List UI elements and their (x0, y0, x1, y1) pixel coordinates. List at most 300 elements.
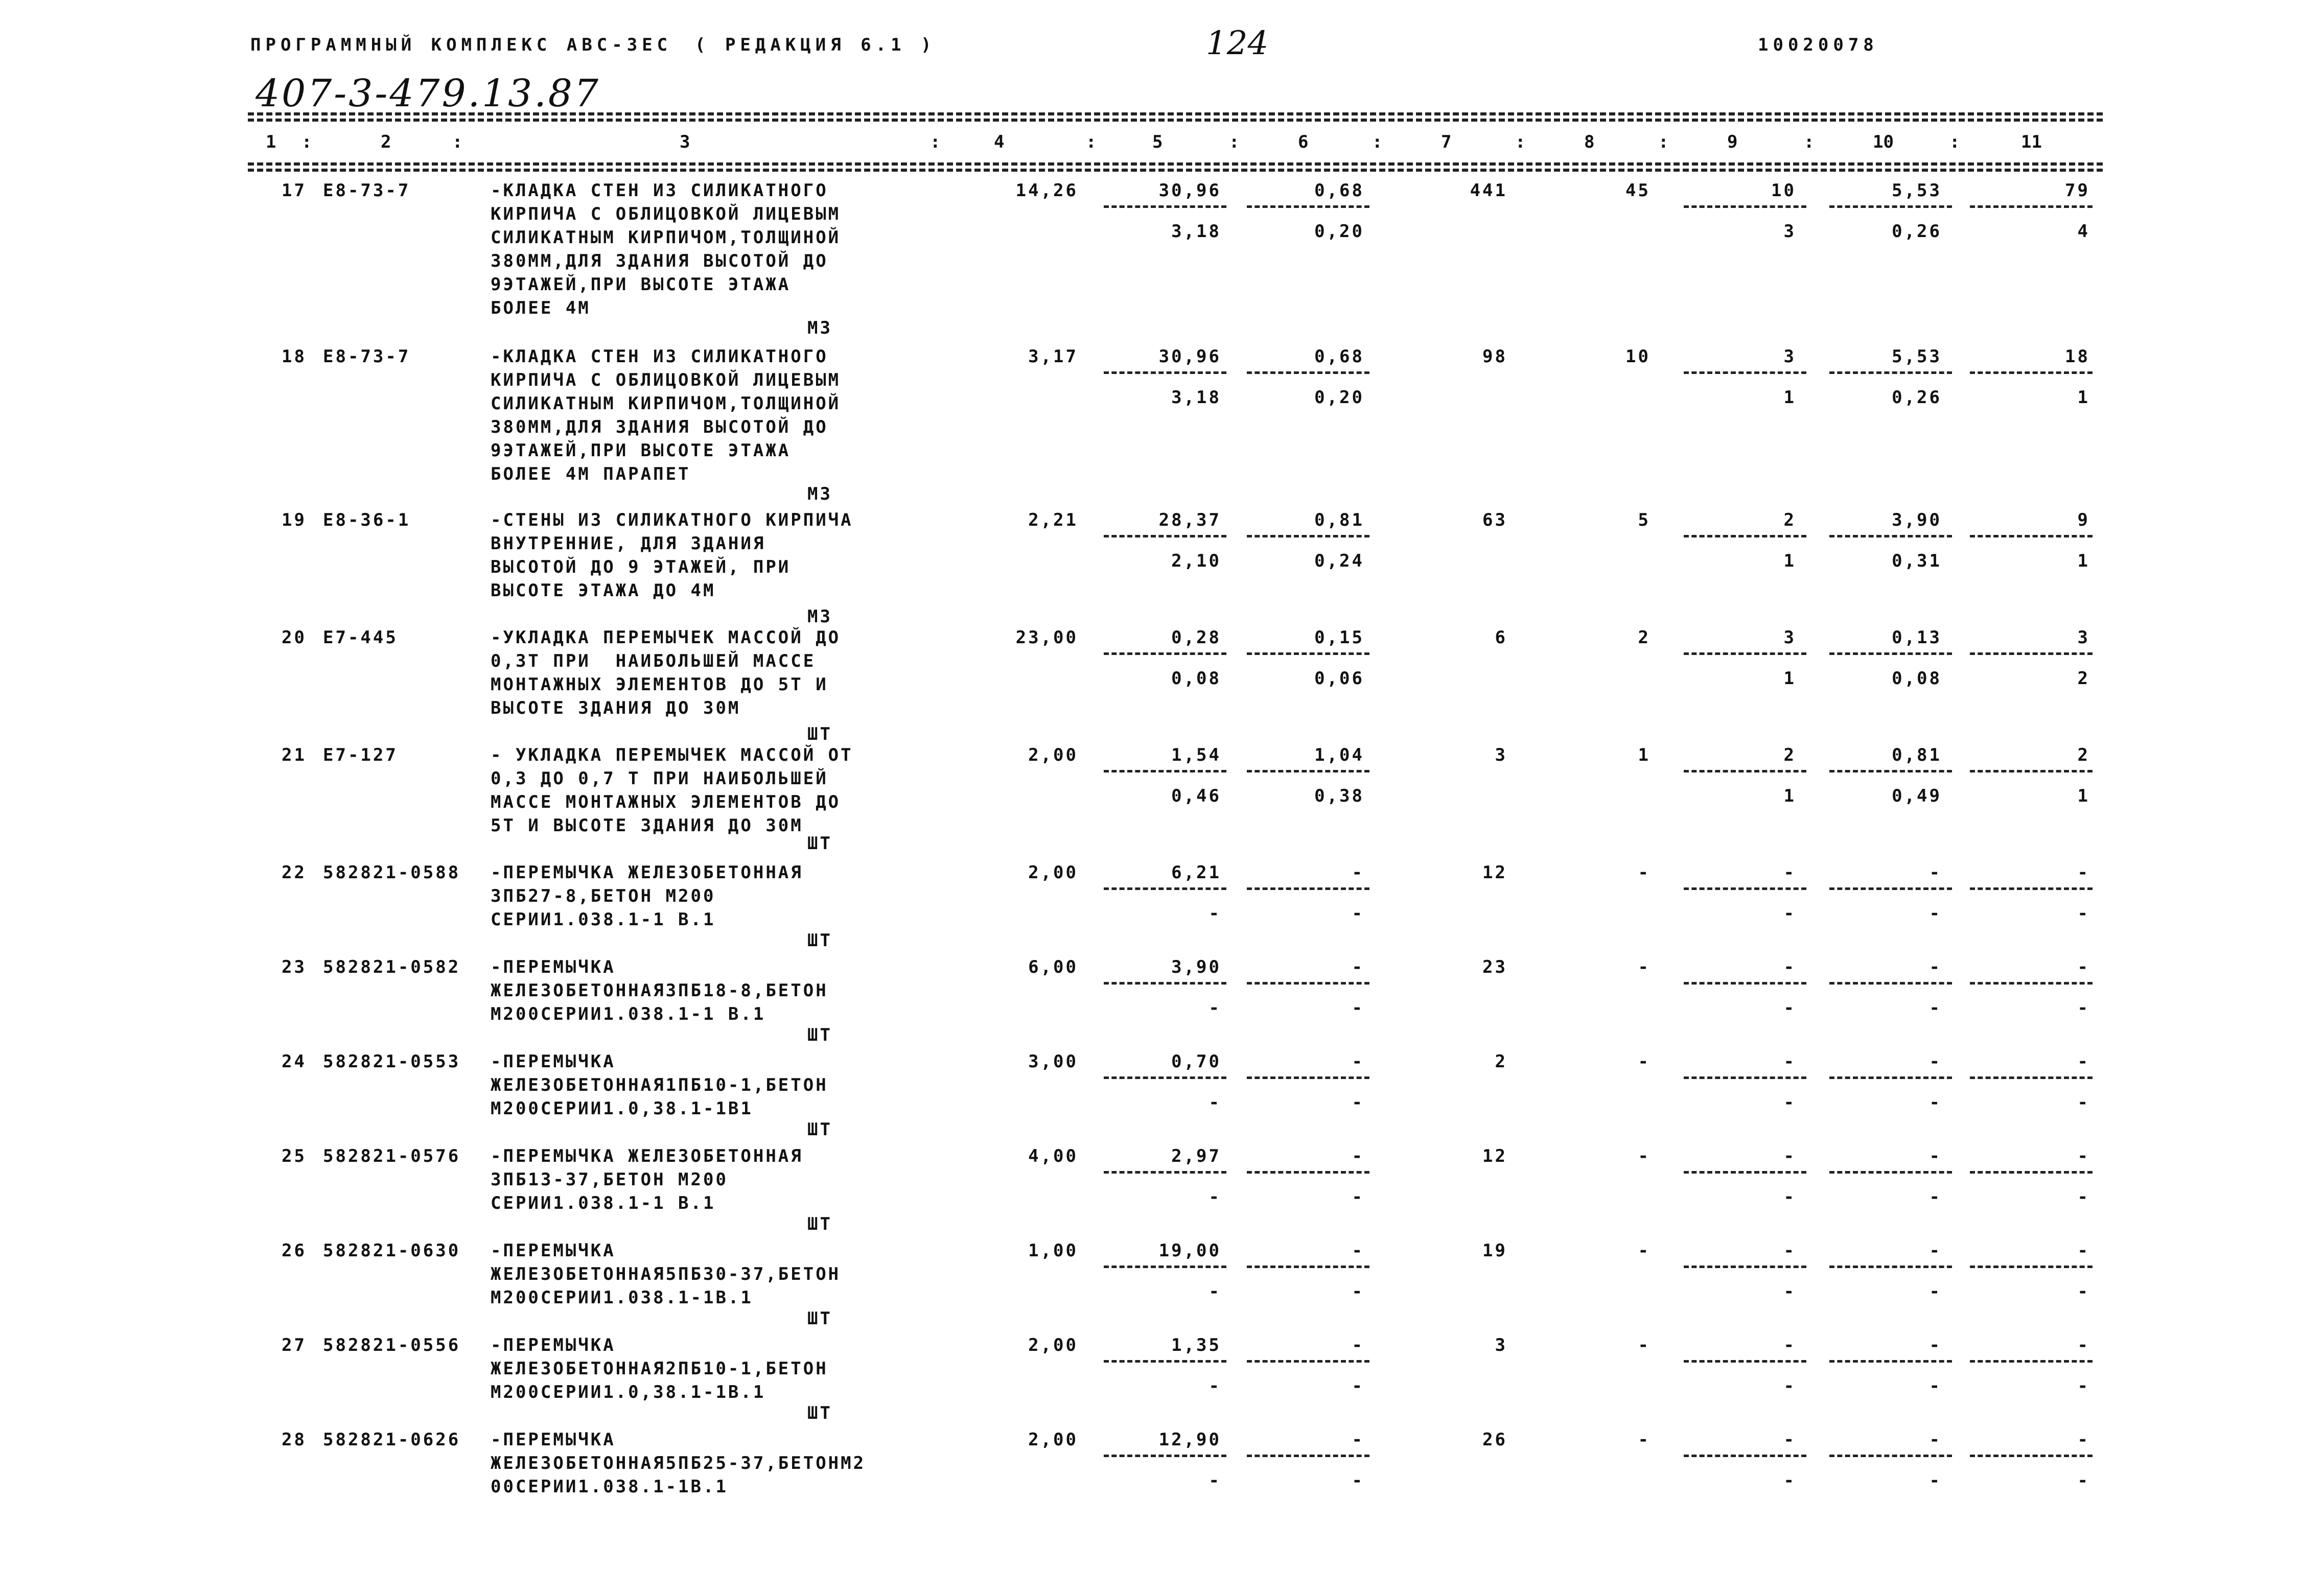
row-description: -УКЛАДКА ПЕРЕМЫЧЕК МАССОЙ ДО 0,3Т ПРИ НАИБОЛЬШЕЙ МАССЕ МОНТАЖНЫХ ЭЛЕМЕНТОВ ДО 5Т И ВЫСОТЕ ЗДАНИЯ ДО 30М (491, 627, 841, 718)
cell-c6b: 0,20 (1314, 221, 1364, 242)
document-code: 10020078 (1758, 35, 1878, 55)
cell-c8: 5 (1638, 510, 1651, 530)
cell-c7: 12 (1482, 862, 1507, 883)
cell-c10a: - (1929, 1335, 1942, 1355)
cell-c5b: - (1209, 1281, 1221, 1302)
row-unit: ШТ (807, 724, 832, 744)
rule-header-bottom (248, 162, 2103, 166)
subtotal-dash-line (1247, 1171, 1369, 1174)
row-code: 582821-0630 (323, 1240, 461, 1261)
col-separator: : (1804, 132, 1815, 152)
cell-c11b: - (2077, 1187, 2090, 1207)
cell-c9a: 10 (1771, 180, 1796, 201)
col-header-7: 7 (1441, 132, 1452, 152)
table-row (0, 626, 2324, 744)
cell-c10a: - (1929, 1146, 1942, 1166)
subtotal-dash-line (1970, 1266, 2093, 1268)
cell-c10b: 0,08 (1892, 668, 1942, 689)
cell-c9b: 1 (1783, 551, 1796, 571)
cell-c7: 19 (1482, 1240, 1507, 1261)
cell-c5a: 2,97 (1171, 1146, 1221, 1166)
cell-c10a: 0,81 (1892, 745, 1942, 765)
cell-c8: 45 (1625, 180, 1651, 201)
subtotal-dash-line (1970, 1455, 2093, 1457)
cell-c7: 441 (1470, 180, 1507, 201)
cell-c11a: - (2077, 1146, 2090, 1166)
cell-c10b: 0,31 (1892, 551, 1942, 571)
cell-c6b: - (1352, 903, 1364, 924)
cell-c10a: - (1929, 1051, 1942, 1072)
subtotal-dash-line (1104, 1266, 1226, 1268)
cell-c11b: - (2077, 1376, 2090, 1396)
col-header-3: 3 (680, 132, 690, 152)
row-description: -ПЕРЕМЫЧКА ЖЕЛЕЗОБЕТОННАЯ 3ПБ27-8,БЕТОН М200 СЕРИИ1.038.1-1 В.1 (491, 862, 803, 930)
cell-c6b: - (1352, 1187, 1364, 1207)
cell-c11b: - (2077, 998, 2090, 1018)
cell-c5b: - (1209, 903, 1221, 924)
cell-c6b: 0,20 (1314, 387, 1364, 408)
subtotal-dash-line (1104, 1360, 1226, 1363)
cell-c8: 10 (1625, 346, 1651, 367)
cell-c4: 2,00 (1028, 1430, 1078, 1450)
table-row (0, 508, 2324, 627)
col-header-8: 8 (1584, 132, 1595, 152)
cell-c4: 2,21 (1028, 510, 1078, 530)
cell-c9a: 2 (1783, 510, 1796, 530)
cell-c8: 2 (1638, 627, 1651, 648)
cell-c10b: 0,26 (1892, 221, 1942, 242)
subtotal-dash-line (1247, 652, 1369, 655)
subtotal-dash-line (1104, 535, 1226, 537)
table-row (0, 179, 2324, 338)
cell-c11b: 2 (2077, 668, 2090, 689)
subtotal-dash-line (1970, 1171, 2093, 1174)
cell-c5a: 28,37 (1158, 510, 1221, 530)
col-separator: : (930, 132, 941, 152)
subtotal-dash-line (1970, 652, 2093, 655)
cell-c10b: - (1929, 998, 1942, 1018)
cell-c5a: 1,35 (1171, 1335, 1221, 1355)
row-number: 24 (282, 1051, 307, 1072)
cell-c4: 14,26 (1015, 180, 1078, 201)
row-number: 23 (282, 957, 307, 977)
cell-c5b: 0,46 (1171, 786, 1221, 806)
cell-c6a: - (1352, 1240, 1364, 1261)
subtotal-dash-line (1247, 1266, 1369, 1268)
subtotal-dash-line (1684, 205, 1806, 208)
col-header-1: 1 (266, 132, 276, 152)
row-number: 22 (282, 862, 307, 883)
row-number: 21 (282, 745, 307, 765)
cell-c10a: 5,53 (1892, 180, 1942, 201)
col-separator: : (1658, 132, 1669, 152)
table-row (0, 743, 2324, 854)
subtotal-dash-line (1104, 1171, 1226, 1174)
cell-c9a: - (1783, 1240, 1796, 1261)
cell-c5b: 3,18 (1171, 387, 1221, 408)
cell-c8: - (1638, 1240, 1651, 1261)
cell-c7: 2 (1495, 1051, 1507, 1072)
cell-c11b: 1 (2077, 551, 2090, 571)
cell-c6a: 1,04 (1314, 745, 1364, 765)
row-code: 582821-0588 (323, 862, 461, 883)
col-separator: : (452, 132, 463, 152)
row-number: 17 (282, 180, 307, 201)
subtotal-dash-line (1970, 887, 2093, 890)
cell-c10b: - (1929, 903, 1942, 924)
cell-c5b: - (1209, 1470, 1221, 1491)
rule-top (248, 112, 2103, 115)
table-row (0, 1239, 2324, 1341)
cell-c10a: 5,53 (1892, 346, 1942, 367)
row-code: 582821-0556 (323, 1335, 461, 1355)
cell-c11a: 9 (2077, 510, 2090, 530)
page-number: 124 (1206, 25, 1269, 62)
subtotal-dash-line (1829, 770, 1952, 772)
row-description: -ПЕРЕМЫЧКА ЖЕЛЕЗОБЕТОННАЯ3ПБ18-8,БЕТОН М200СЕРИИ1.038.1-1 В.1 (491, 957, 828, 1024)
cell-c5b: 0,08 (1171, 668, 1221, 689)
subtotal-dash-line (1829, 205, 1952, 208)
subtotal-dash-line (1104, 371, 1226, 374)
cell-c6b: - (1352, 998, 1364, 1018)
cell-c5b: - (1209, 998, 1221, 1018)
program-title: ПРОГРАММНЫЙ КОМПЛЕКС АВС-3ЕС (250, 35, 672, 55)
cell-c11a: 3 (2077, 627, 2090, 648)
rule-header-bottom-2 (248, 169, 2103, 172)
subtotal-dash-line (1829, 1455, 1952, 1457)
row-number: 19 (282, 510, 307, 530)
cell-c6b: - (1352, 1281, 1364, 1302)
cell-c10b: - (1929, 1281, 1942, 1302)
cell-c9b: - (1783, 1092, 1796, 1113)
subtotal-dash-line (1247, 770, 1369, 772)
cell-c5b: - (1209, 1187, 1221, 1207)
cell-c8: - (1638, 1430, 1651, 1450)
cell-c5a: 30,96 (1158, 346, 1221, 367)
row-unit: ШТ (807, 930, 832, 951)
cell-c7: 12 (1482, 1146, 1507, 1166)
cell-c4: 6,00 (1028, 957, 1078, 977)
subtotal-dash-line (1247, 887, 1369, 890)
row-description: -КЛАДКА СТЕН ИЗ СИЛИКАТНОГО КИРПИЧА С ОБЛИЦОВКОЙ ЛИЦЕВЫМ СИЛИКАТНЫМ КИРПИЧОМ,ТОЛЩИНОЙ 380ММ,ДЛЯ ЗДАНИЯ ВЫСОТОЙ ДО 9ЭТАЖЕЙ,ПРИ ВЫСОТЕ ЭТАЖА БОЛЕЕ 4М ПАРАПЕТ (491, 346, 841, 484)
cell-c11a: - (2077, 957, 2090, 977)
cell-c6a: - (1352, 957, 1364, 977)
row-code: Е8-36-1 (323, 510, 411, 530)
cell-c6b: 0,24 (1314, 551, 1364, 571)
cell-c6a: 0,68 (1314, 180, 1364, 201)
subtotal-dash-line (1829, 1171, 1952, 1174)
cell-c11a: - (2077, 862, 2090, 883)
col-header-11: 11 (2021, 132, 2042, 152)
subtotal-dash-line (1104, 1076, 1226, 1079)
cell-c11b: - (2077, 1470, 2090, 1491)
col-separator: : (1949, 132, 1960, 152)
row-description: -ПЕРЕМЫЧКА ЖЕЛЕЗОБЕТОННАЯ5ПБ25-37,БЕТОНМ2 00СЕРИИ1.038.1-1В.1 (491, 1430, 866, 1497)
row-description: -ПЕРЕМЫЧКА ЖЕЛЕЗОБЕТОННАЯ1ПБ10-1,БЕТОН М200СЕРИИ1.0,38.1-1В1 (491, 1051, 828, 1119)
cell-c9a: 3 (1783, 627, 1796, 648)
row-description: -ПЕРЕМЫЧКА ЖЕЛЕЗОБЕТОННАЯ 3ПБ13-37,БЕТОН М200 СЕРИИ1.038.1-1 В.1 (491, 1146, 803, 1213)
rule-top-2 (248, 119, 2103, 122)
cell-c6b: - (1352, 1092, 1364, 1113)
subtotal-dash-line (1970, 535, 2093, 537)
cell-c11a: 18 (2065, 346, 2090, 367)
subtotal-dash-line (1970, 1076, 2093, 1079)
cell-c11a: 2 (2077, 745, 2090, 765)
cell-c9a: - (1783, 1335, 1796, 1355)
row-unit: ШТ (807, 1119, 832, 1140)
subtotal-dash-line (1247, 371, 1369, 374)
subtotal-dash-line (1970, 1360, 2093, 1363)
cell-c10b: - (1929, 1187, 1942, 1207)
col-separator: : (1229, 132, 1240, 152)
cell-c6a: 0,68 (1314, 346, 1364, 367)
cell-c7: 26 (1482, 1430, 1507, 1450)
cell-c8: - (1638, 1146, 1651, 1166)
table-row (0, 345, 2324, 504)
cell-c4: 1,00 (1028, 1240, 1078, 1261)
col-header-2: 2 (381, 132, 391, 152)
table-row (0, 1050, 2324, 1152)
cell-c11b: 1 (2077, 786, 2090, 806)
cell-c10a: - (1929, 1240, 1942, 1261)
cell-c5b: - (1209, 1092, 1221, 1113)
row-code: 582821-0582 (323, 957, 461, 977)
row-unit: М3 (807, 606, 832, 627)
row-code: Е8-73-7 (323, 180, 411, 201)
edition-label: ( РЕДАКЦИЯ 6.1 ) (695, 35, 936, 55)
row-unit: М3 (807, 484, 832, 504)
subtotal-dash-line (1970, 205, 2093, 208)
cell-c9b: - (1783, 1376, 1796, 1396)
subtotal-dash-line (1684, 1076, 1806, 1079)
cell-c11b: 1 (2077, 387, 2090, 408)
subtotal-dash-line (1684, 887, 1806, 890)
cell-c5b: - (1209, 1376, 1221, 1396)
cell-c11a: - (2077, 1430, 2090, 1450)
subtotal-dash-line (1829, 887, 1952, 890)
cell-c7: 3 (1495, 1335, 1507, 1355)
cell-c5a: 1,54 (1171, 745, 1221, 765)
cell-c7: 63 (1482, 510, 1507, 530)
subtotal-dash-line (1684, 1360, 1806, 1363)
cell-c6b: 0,38 (1314, 786, 1364, 806)
cell-c9a: 3 (1783, 346, 1796, 367)
table-row (0, 1333, 2324, 1436)
subtotal-dash-line (1104, 887, 1226, 890)
cell-c7: 6 (1495, 627, 1507, 648)
cell-c11b: - (2077, 903, 2090, 924)
col-separator: : (1515, 132, 1526, 152)
col-header-10: 10 (1873, 132, 1894, 152)
row-code: 582821-0553 (323, 1051, 461, 1072)
cell-c6a: - (1352, 1335, 1364, 1355)
subtotal-dash-line (1970, 982, 2093, 985)
cell-c9a: - (1783, 862, 1796, 883)
row-unit: ШТ (807, 1214, 832, 1234)
col-separator: : (301, 132, 312, 152)
subtotal-dash-line (1684, 1455, 1806, 1457)
handwritten-reference: 407-3-479.13.87 (255, 72, 600, 115)
cell-c9a: - (1783, 1051, 1796, 1072)
cell-c4: 3,00 (1028, 1051, 1078, 1072)
cell-c8: - (1638, 862, 1651, 883)
cell-c10a: - (1929, 1430, 1942, 1450)
cell-c9b: 1 (1783, 786, 1796, 806)
cell-c10a: - (1929, 957, 1942, 977)
row-unit: ШТ (807, 833, 832, 854)
cell-c5a: 19,00 (1158, 1240, 1221, 1261)
cell-c9a: 2 (1783, 745, 1796, 765)
subtotal-dash-line (1829, 1266, 1952, 1268)
subtotal-dash-line (1247, 1360, 1369, 1363)
row-unit: ШТ (807, 1308, 832, 1329)
cell-c9a: - (1783, 1430, 1796, 1450)
cell-c4: 4,00 (1028, 1146, 1078, 1166)
cell-c9b: - (1783, 998, 1796, 1018)
cell-c10a: - (1929, 862, 1942, 883)
cell-c6a: 0,81 (1314, 510, 1364, 530)
cell-c6a: 0,15 (1314, 627, 1364, 648)
row-number: 27 (282, 1335, 307, 1355)
cell-c9a: - (1783, 957, 1796, 977)
cell-c9b: 1 (1783, 668, 1796, 689)
subtotal-dash-line (1829, 1360, 1952, 1363)
row-unit: ШТ (807, 1025, 832, 1045)
subtotal-dash-line (1829, 1076, 1952, 1079)
subtotal-dash-line (1104, 770, 1226, 772)
subtotal-dash-line (1104, 652, 1226, 655)
subtotal-dash-line (1684, 1171, 1806, 1174)
subtotal-dash-line (1829, 371, 1952, 374)
row-description: - УКЛАДКА ПЕРЕМЫЧЕК МАССОЙ ОТ 0,3 ДО 0,7 Т ПРИ НАИБОЛЬШЕЙ МАССЕ МОНТАЖНЫХ ЭЛЕМЕНТОВ ДО 5Т И ВЫСОТЕ ЗДАНИЯ ДО 30М (491, 745, 853, 836)
subtotal-dash-line (1684, 1266, 1806, 1268)
cell-c9b: 1 (1783, 387, 1796, 408)
cell-c7: 98 (1482, 346, 1507, 367)
cell-c10b: - (1929, 1092, 1942, 1113)
table-row (0, 1428, 2324, 1530)
col-header-5: 5 (1152, 132, 1163, 152)
cell-c8: - (1638, 1051, 1651, 1072)
cell-c5a: 30,96 (1158, 180, 1221, 201)
cell-c11a: - (2077, 1335, 2090, 1355)
subtotal-dash-line (1104, 1455, 1226, 1457)
row-code: Е7-445 (323, 627, 398, 648)
cell-c9b: - (1783, 903, 1796, 924)
cell-c5a: 0,70 (1171, 1051, 1221, 1072)
subtotal-dash-line (1829, 535, 1952, 537)
subtotal-dash-line (1684, 982, 1806, 985)
cell-c6b: - (1352, 1376, 1364, 1396)
cell-c10b: 0,26 (1892, 387, 1942, 408)
subtotal-dash-line (1104, 205, 1226, 208)
subtotal-dash-line (1829, 982, 1952, 985)
row-unit: М3 (807, 318, 832, 338)
col-header-9: 9 (1727, 132, 1738, 152)
cell-c11a: - (2077, 1240, 2090, 1261)
cell-c11b: 4 (2077, 221, 2090, 242)
row-number: 25 (282, 1146, 307, 1166)
cell-c11a: 79 (2065, 180, 2090, 201)
table-row (0, 1144, 2324, 1247)
cell-c4: 2,00 (1028, 862, 1078, 883)
row-number: 28 (282, 1430, 307, 1450)
subtotal-dash-line (1829, 652, 1952, 655)
col-header-4: 4 (994, 132, 1005, 152)
cell-c5a: 3,90 (1171, 957, 1221, 977)
cell-c8: 1 (1638, 745, 1651, 765)
row-description: -СТЕНЫ ИЗ СИЛИКАТНОГО КИРПИЧА ВНУТРЕННИЕ, ДЛЯ ЗДАНИЯ ВЫСОТОЙ ДО 9 ЭТАЖЕЙ, ПРИ ВЫСОТЕ ЭТАЖА ДО 4М (491, 510, 853, 601)
cell-c7: 3 (1495, 745, 1507, 765)
cell-c4: 2,00 (1028, 1335, 1078, 1355)
cell-c11b: - (2077, 1092, 2090, 1113)
row-code: 582821-0576 (323, 1146, 461, 1166)
cell-c5a: 6,21 (1171, 862, 1221, 883)
table-row (0, 861, 2324, 963)
cell-c6b: 0,06 (1314, 668, 1364, 689)
row-description: -КЛАДКА СТЕН ИЗ СИЛИКАТНОГО КИРПИЧА С ОБЛИЦОВКОЙ ЛИЦЕВЫМ СИЛИКАТНЫМ КИРПИЧОМ,ТОЛЩИНОЙ 380ММ,ДЛЯ ЗДАНИЯ ВЫСОТОЙ ДО 9ЭТАЖЕЙ,ПРИ ВЫСОТЕ ЭТАЖА БОЛЕЕ 4М (491, 180, 841, 318)
subtotal-dash-line (1247, 982, 1369, 985)
cell-c4: 2,00 (1028, 745, 1078, 765)
col-separator: : (1086, 132, 1097, 152)
subtotal-dash-line (1684, 371, 1806, 374)
subtotal-dash-line (1970, 770, 2093, 772)
cell-c6a: - (1352, 1146, 1364, 1166)
subtotal-dash-line (1247, 1076, 1369, 1079)
row-unit: ШТ (807, 1403, 832, 1423)
subtotal-dash-line (1684, 770, 1806, 772)
cell-c4: 3,17 (1028, 346, 1078, 367)
row-number: 18 (282, 346, 307, 367)
col-separator: : (1372, 132, 1383, 152)
subtotal-dash-line (1247, 1455, 1369, 1457)
row-number: 26 (282, 1240, 307, 1261)
subtotal-dash-line (1104, 982, 1226, 985)
cell-c9b: - (1783, 1187, 1796, 1207)
cell-c10b: - (1929, 1376, 1942, 1396)
subtotal-dash-line (1247, 205, 1369, 208)
row-description: -ПЕРЕМЫЧКА ЖЕЛЕЗОБЕТОННАЯ2ПБ10-1,БЕТОН М200СЕРИИ1.0,38.1-1В.1 (491, 1335, 828, 1402)
cell-c10a: 0,13 (1892, 627, 1942, 648)
subtotal-dash-line (1684, 652, 1806, 655)
cell-c6a: - (1352, 1051, 1364, 1072)
cell-c5b: 2,10 (1171, 551, 1221, 571)
cell-c8: - (1638, 957, 1651, 977)
col-header-6: 6 (1298, 132, 1309, 152)
cell-c4: 23,00 (1015, 627, 1078, 648)
cell-c10b: - (1929, 1470, 1942, 1491)
row-code: 582821-0626 (323, 1430, 461, 1450)
cell-c9b: - (1783, 1281, 1796, 1302)
subtotal-dash-line (1247, 535, 1369, 537)
cell-c10a: 3,90 (1892, 510, 1942, 530)
subtotal-dash-line (1684, 535, 1806, 537)
cell-c11b: - (2077, 1281, 2090, 1302)
cell-c11a: - (2077, 1051, 2090, 1072)
subtotal-dash-line (1970, 371, 2093, 374)
cell-c6b: - (1352, 1470, 1364, 1491)
cell-c5a: 12,90 (1158, 1430, 1221, 1450)
cell-c9b: 3 (1783, 221, 1796, 242)
row-description: -ПЕРЕМЫЧКА ЖЕЛЕЗОБЕТОННАЯ5ПБ30-37,БЕТОН М200СЕРИИ1.038.1-1В.1 (491, 1240, 841, 1308)
cell-c6a: - (1352, 862, 1364, 883)
row-number: 20 (282, 627, 307, 648)
cell-c9a: - (1783, 1146, 1796, 1166)
cell-c5a: 0,28 (1171, 627, 1221, 648)
cell-c7: 23 (1482, 957, 1507, 977)
cell-c5b: 3,18 (1171, 221, 1221, 242)
cell-c8: - (1638, 1335, 1651, 1355)
cell-c6a: - (1352, 1430, 1364, 1450)
